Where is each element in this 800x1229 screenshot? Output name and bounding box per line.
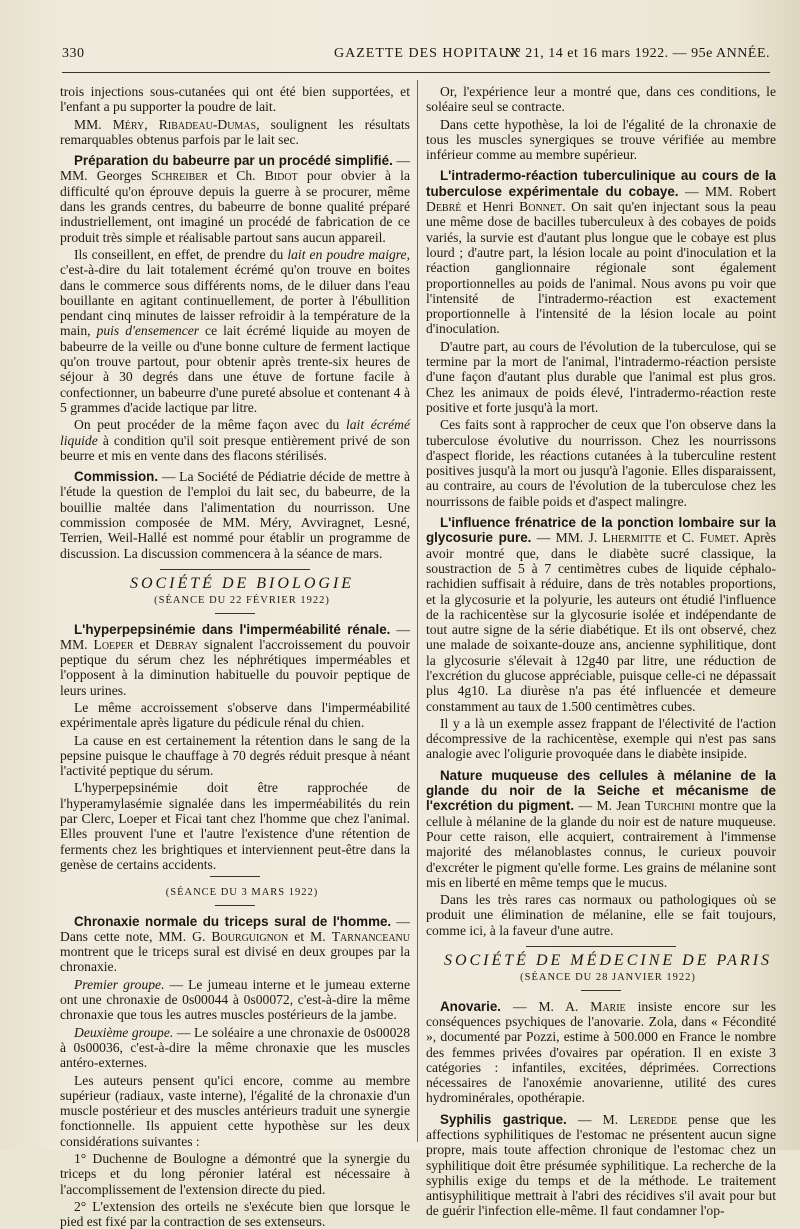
article-syphilis-gastrique: Syphilis gastrique. — M. Leredde pense que les affections syphilitiques de l'estomac ne présentent aucun signe propre, mais toute affection chronique de l'estomac chez un syphilitique doit être présumée syphilitique. La recherche de la syphilis exige du temps et de la méthode. Le traitement antisyphilitique mettrait à l'abri des récidives s'il avait pour but de guérir l'infection elle-même. Il faut condamner l'op-: [426, 1111, 776, 1219]
article-preparation-babeurre: Préparation du babeurre par un procédé simplifié. — MM. Georges Schreiber et Ch. Bidot pour obvier à la difficulté qu'on éprouve depuis la guerre à se procurer, même dans les grands centres, du babeurre de bonne qualité préparé industriellement, ont imaginé un procédé de fabrication de ce produit très simple et réalisable partout sans aucun appareil.: [60, 153, 410, 245]
section-title-biologie: SOCIÉTÉ DE BIOLOGIE: [129, 574, 355, 592]
paragraph: Or, l'expérience leur a montré que, dans ces conditions, le soléaire seul se contracte.: [426, 84, 776, 115]
article-hyperpepsinemie: L'hyperpepsinémie dans l'imperméabilité rénale. — MM. Loeper et Debray signalent l'accroissement du pouvoir peptique du sérum chez les néphrétiques imperméables et l'opposent à la diminution habituelle du pouvoir peptique de leurs urines.: [60, 621, 411, 698]
article-heading: Chronaxie normale du triceps sural de l'homme.: [74, 913, 392, 929]
article-commission: Commission. — La Société de Pédiatrie décide de mettre à l'étude la question de l'emploi du lait sec, du babeurre, de la bouillie maltée dans l'alimentation du nourrisson. Une commission composée de MM. Méry, Avviragnet, Lesné, Terrien, Weil-Hallé est nommé pour établir un programme de discussion. La discussion commencera à la séance de mars.: [60, 469, 410, 561]
section-rule: [160, 569, 310, 570]
paragraph: Le même accroissement s'observe dans l'imperméabilité expérimentale après ligature du pédicule rénal du chien.: [60, 699, 410, 731]
paragraph: Premier groupe. — Le jumeau interne et le jumeau externe ont une chronaxie de 0s00044 à 0s00072, c'est-à-dire la même chronaxie que tous les autres muscles postérieurs de la jambe.: [60, 976, 410, 1023]
article-heading: L'intradermo-réaction tuberculinique au cours de la tuberculose expérimentale du cobaye.: [426, 168, 776, 199]
short-rule: [215, 613, 255, 614]
session-date: (SÉANCE DU 22 FÉVRIER 1922): [154, 595, 330, 607]
page-number: 330: [62, 46, 85, 61]
article-anovarie: Anovarie. — M. A. Marie insiste encore sur les conséquences psychiques de l'anovarie. Zola, dans « Fécondité », documenté par Pozzi, estime à 500.000 en France le nombre des femmes privées d'ovaires par opération. Il en existe 3 catégories : infantiles, excitées, déprimées. Corrections nécessaires de l'anoxémie anovarienne, utilité des cures hydrominérales, opothérapie.: [426, 998, 776, 1106]
right-column: [426, 84, 777, 1219]
article-heading: Syphilis gastrique.: [440, 1111, 567, 1127]
session-date: (SÉANCE DU 28 JANVIER 1922): [520, 972, 696, 984]
paragraph: La cause en est certainement la rétention dans le sang de la pepsine puisque le chauffage à 70 degrés réduit presque à néant l'activité peptique du sérum.: [60, 732, 410, 779]
paragraph: Deuxième groupe. — Le soléaire a une chronaxie de 0s00028 à 0s00036, c'est-à-dire la même chronaxie que les muscles antéro-externes.: [60, 1024, 410, 1071]
paragraph: trois injections sous-cutanées qui ont été bien supportées, et l'enfant a pu supporter la poudre de lait.: [60, 84, 410, 115]
article-heading: Préparation du babeurre par un procédé simplifié.: [74, 153, 393, 169]
article-chronaxie: Chronaxie normale du triceps sural de l'homme. — Dans cette note, MM. G. Bourguignon et M. Tarnanceanu montrent que le triceps sural est divisé en deux groupes par la chronaxie.: [60, 913, 410, 975]
short-rule: [210, 876, 260, 877]
page-header: [62, 46, 770, 68]
article-heading: L'influence frénatrice de la ponction lombaire sur la glycosurie pure.: [426, 515, 776, 546]
paragraph: On peut procéder de la même façon avec du lait écrémé liquide à condition qu'il soit presque entièrement privé de son beurre et mis en vente dans des flacons stérilisés.: [60, 417, 410, 463]
section-title-medecine: SOCIÉTÉ DE MÉDECINE DE PARIS: [443, 952, 773, 970]
article-heading: L'hyperpepsinémie dans l'imperméabilité rénale.: [74, 621, 391, 637]
section-rule: [526, 946, 676, 947]
paragraph: 1° Duchenne de Boulogne a démontré que la synergie du triceps et du long péronier latéral est nécessaire à l'accomplissement de l'extension directe du pied.: [60, 1151, 410, 1197]
session-date: (SÉANCE DU 3 MARS 1922): [165, 887, 319, 899]
paragraph: Les auteurs pensent qu'ici encore, comme au membre supérieur (radiaux, vaste interne), l'égalité de la chronaxie d'un muscle postérieur et des muscles antérieurs traduit une synergie fonctionnelle. Ils appuient cette hypothèse sur les deux considérations suivantes :: [60, 1072, 410, 1149]
paragraph: Dans cette hypothèse, la loi de l'égalité de la chronaxie de tous les muscles synergiques se trouve vérifiée au membre inférieur comme au membre supérieur.: [426, 116, 776, 163]
paragraph: Ces faits sont à rapprocher de ceux que l'on observe dans la tuberculose évolutive du nourrisson. Chez les nourrissons d'aspect floride, les réactions cutanées à la tuberculine restent positives jusqu'à la mort ou jusqu'à l'agonie. Elles disparaissent, au contraire, au cours de l'évolution de la tuberculose chez les nourrissons de faible poids et d'aspect malingre.: [426, 417, 776, 509]
article-heading: Nature muqueuse des cellules à mélanine de la glande du noir de la Seiche et mécanisme de l'excrétion du pigment.: [426, 767, 776, 814]
header-rule: [62, 72, 770, 73]
paragraph: MM. Méry, Ribadeau-Dumas, soulignent les résultats remarquables obtenus parfois par le lait sec.: [60, 116, 410, 147]
paragraph: Ils conseillent, en effet, de prendre du lait en poudre maigre, c'est-à-dire du lait totalement écrémé qu'on trouve en boites dans le commerce sous différents noms, de le diluer dans l'eau bouillante en agitant continuellement, de porter à l'ébullition pendant cinq minutes de laisser refroidir à la température de la main, puis d'ensemencer ce lait écrémé liquide au moyen de babeurre de la veille ou d'une bonne culture de ferment lactique qu'on trouve partout, pour obtenir après trente-six heures de séjour à 30 degrés dans une étuve de fortune facile à confectionner, un babeurre d'une pureté absolue et contenant 4 à 5 grammes d'acide lactique par litre.: [60, 246, 410, 415]
column-divider: [417, 80, 418, 1142]
article-heading: Anovarie.: [440, 998, 502, 1014]
paragraph: D'autre part, au cours de l'évolution de la tuberculose, qui se termine par la mort de l'animal, l'intradermo-réaction persiste d'une façon d'autant plus durable que l'animal est plus gros. Chez les animaux de poids élevé, l'intradermo-réaction reste positive et forte jusqu'à la mort.: [426, 338, 776, 415]
paragraph: L'hyperpepsinémie doit être rapprochée de l'hyperamylasémie signalée dans les imperméabilités du rein par Clerc, Loeper et Ficai tant chez l'homme que chez l'animal. Elles prouvent l'une et l'autre l'existence d'une rétention de ferments chez les brightiques et interviennent peut-être dans la genèse de certains accidents.: [60, 780, 410, 872]
short-rule: [215, 905, 255, 906]
paragraph: 2° L'extension des orteils ne s'exécute bien que lorsque le pied est fixé par la contraction de ses extenseurs.: [60, 1198, 410, 1229]
left-column: [60, 84, 411, 1229]
article-heading: Commission.: [74, 469, 159, 485]
issue-info: N° 21, 14 et 16 mars 1922. — 95e ANNÉE.: [504, 46, 770, 61]
journal-title: GAZETTE DES HOPITAUX: [334, 46, 521, 61]
paragraph: Dans les très rares cas normaux ou pathologiques où se produit une élimination de mélanine, elle se fait toujours, comme ici, à la faveur d'une autre.: [426, 892, 776, 938]
paragraph: Il y a là un exemple assez frappant de l'électivité de l'action décompressive de la rachicentèse, exemple qui n'est pas sans analogie avec l'oligurie provoquée dans le diabète insipide.: [426, 715, 776, 762]
article-intradermo-reaction: L'intradermo-réaction tuberculinique au cours de la tuberculose expérimentale du cobaye. — MM. Robert Debré et Henri Bonnet. On sait qu'en injectant sous la peau une même dose de bacilles tuberculeux à des cobayes de poids variés, la survie est d'autant plus longue que le cobaye est plus lourd ; d'autre part, la lésion locale au point d'inoculation et la réaction ganglionnaire régionale sont également proportionnelles au poids de l'animal. Nous avons pu voir que l'intensité de l'intradermo-réaction est exactement proportionnelle à l'intensité de la lésion locale au point d'inoculation.: [426, 168, 777, 337]
article-melanine: Nature muqueuse des cellules à mélanine de la glande du noir de la Seiche et mécanisme de l'excrétion du pigment. — M. Jean Turchini montre que la cellule à mélanine de la glande du noir est de nature muqueuse. Pour cette raison, elle acquiert, contrairement à l'immense majorité des mélanoblastes connus, le curieux pouvoir d'excréter le pigment qu'elle forme. Les grains de mélanine sont mis en liberté en même temps que le mucus.: [426, 767, 777, 890]
short-rule: [581, 990, 621, 991]
article-ponction-lombaire: L'influence frénatrice de la ponction lombaire sur la glycosurie pure. — MM. J. Lhermitte et C. Fumet. Après avoir montré que, dans le diabète sucré classique, la soustraction de 5 à 7 centimètres cubes de liquide céphalo-rachidien suffisait à réduire, dans de très notables proportions, et la glycosurie et la polyurie, les auteurs ont étudié l'influence de la rachicentèse sur la glycosurie isolée et indépendante de tout autre signe de la série diabétique. Et ils ont observé, chez une malade de soixante-douze ans, ancienne syphilitique, dont la glycosurie s'élevait à 12g40 par litre, une réduction de l'excrétion du glucose appréciable, puisque celle-ci ne dépassait plus 4g10. La diurèse n'a pas été influencée et demeure constamment au taux de 1.500 centimètres cubes.: [426, 515, 777, 714]
